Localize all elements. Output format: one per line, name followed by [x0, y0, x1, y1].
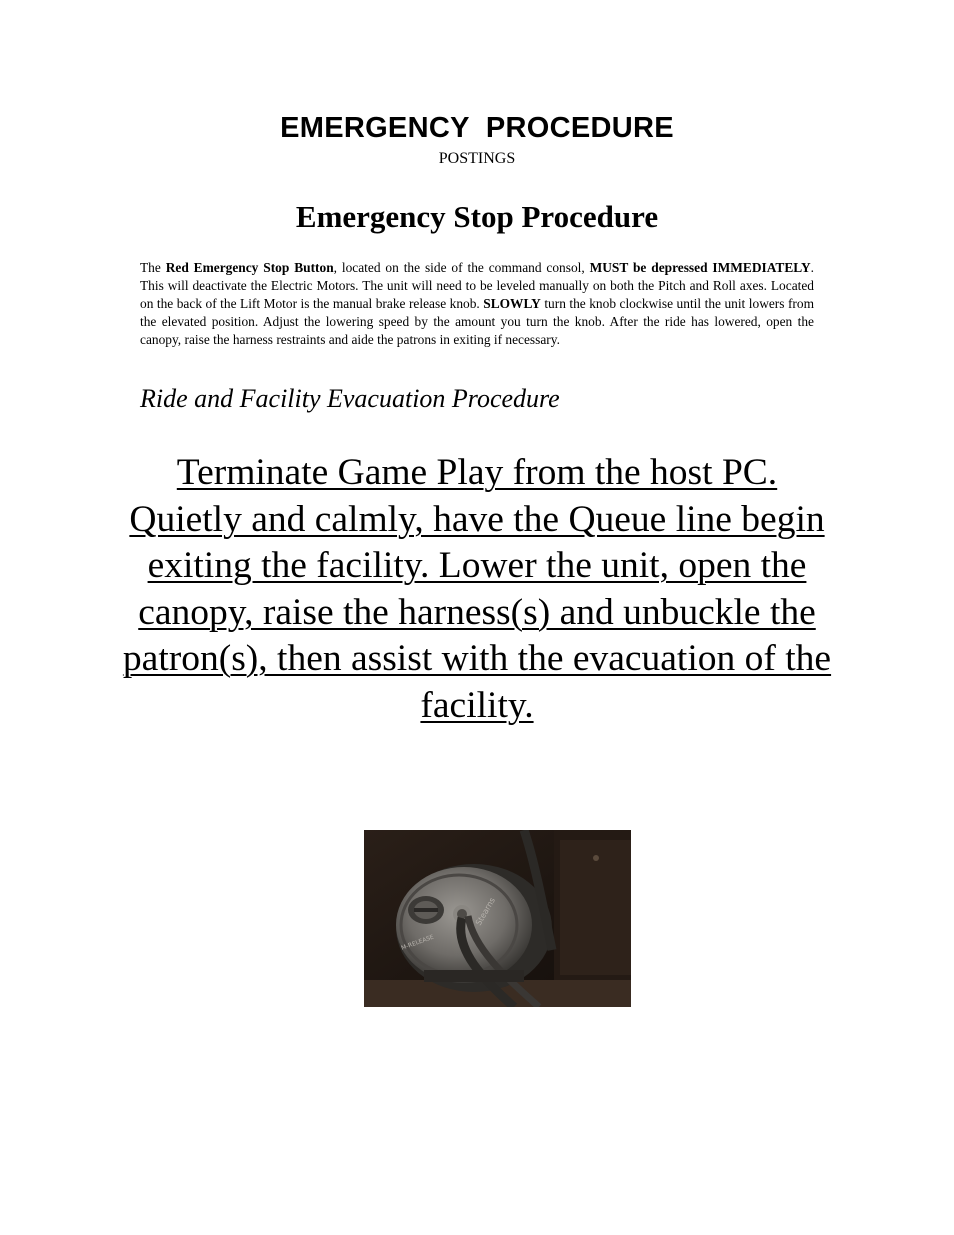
evacuation-heading: Ride and Facility Evacuation Procedure — [140, 384, 560, 413]
para-bold-must-depress: MUST be depressed IMMEDIATELY — [589, 260, 811, 275]
emergency-stop-paragraph — [140, 259, 814, 349]
document-subtitle: POSTINGS — [438, 150, 516, 167]
svg-text:M-RELEASE: M-RELEASE — [400, 933, 435, 952]
document-title: EMERGENCY PROCEDURE — [280, 112, 674, 144]
svg-text:Stearns: Stearns — [473, 896, 497, 927]
para-bold-red-button: Red Emergency Stop Button — [165, 260, 334, 275]
evacuation-instructions: Terminate Game Play from the host PC. Quietly and calmly, have the Queue line begin exiting the facility. Lower the unit, open the canopy, raise the harness(s) and unbuckle the patron(s), then assist with the evacuation of the facility. — [122, 452, 832, 726]
para-text-1: The — [140, 260, 166, 275]
para-bold-slowly: SLOWLY — [483, 296, 541, 311]
para-text-3: . This will deactivate the Electric Motors. The unit will need to be leveled manually on both the Pitch and Roll axes. Located on the back of the Lift Motor is the manual brake release knob. — [140, 260, 814, 311]
emergency-stop-heading: Emergency Stop Procedure — [295, 199, 659, 234]
para-text-4: turn the knob clockwise until the unit lowers from the elevated position. Adjust the lowering speed by the amount you turn the knob. After the ride has lowered, open the canopy, raise the harness restraints and aide the patrons in exiting if necessary. — [140, 296, 814, 347]
lift-motor-brake-photo-icon — [364, 830, 631, 1007]
para-text-2: , located on the side of the command consol, — [333, 260, 590, 275]
lift-motor-photo — [364, 830, 631, 1007]
